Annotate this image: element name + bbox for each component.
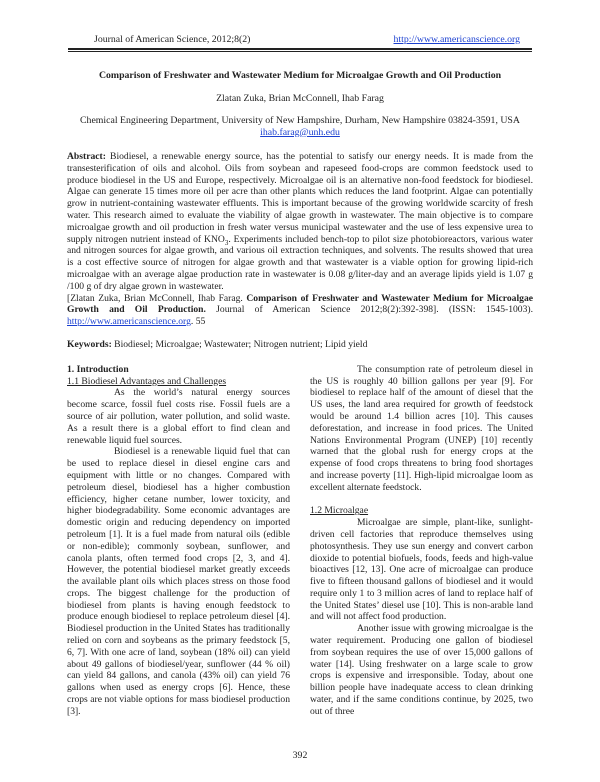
- section-heading-introduction: 1. Introduction: [67, 363, 129, 375]
- paper-title: Comparison of Freshwater and Wastewater Medium for Microalgae Growth and Oil Production: [98, 70, 502, 81]
- right-column: [310, 364, 533, 744]
- keywords: [67, 339, 533, 351]
- paragraph: Another issue with growing microalgae is the water requirement. Producing one gallon of biodiesel from soybean requires the use of over 15,000 gallons of water [14]. Using freshwater on a large scale to grow crops is expensive and irresponsible. Today, about one billion people have inadequate access to clean drinking water, and if the same conditions continue, by 2025, two out of three: [310, 623, 533, 717]
- citation-source: Journal of American Science 2012;8(2):392-398]. (ISSN: 1545-1003).: [205, 304, 533, 316]
- citation-url-link[interactable]: http://www.americanscience.org: [67, 316, 191, 328]
- email-link[interactable]: ihab.farag@unh.edu: [260, 126, 340, 138]
- keywords-text: Biodiesel; Microalgae; Wastewater; Nitrogen nutrient; Lipid yield: [111, 338, 368, 350]
- paragraph: The consumption rate of petroleum diesel in the US is roughly 40 billion gallons per year [9]. For biodiesel to replace half of the amount of diesel that the US uses, the land area required for growth of feedstock would be around 1.4 billion acres [10]. This causes deforestation, and increase in food prices. The United Nations Environmental Program (UNEP) [10] recently warned that the global rush for energy crops at the expense of food crops threatens to bring food shortages and increase poverty [11]. High-lipid microalgae loom as excellent alternate feedstock.: [310, 363, 533, 493]
- body-flow: [67, 0, 533, 782]
- abstract-text-a: Biodiesel, a renewable energy source, has the potential to satisfy our energy needs. It is made from the transesterification of oils and alcohol. Oils from soybean and rapeseed food-crops are common feedstock used to produce biodiesel in the US and Europe, respectively. Microalgae oil is an alternative non-food feedstock for biodiesel. Algae can generate 15 times more oil per acre than other plants which reduces the land footprint. Algae can potentially grow in nutrient-containing wastewater effluents. This is important because of the growing worldwide scarcity of fresh water. This research aimed to evaluate the viability of algae growth in wastewater. The main objective is to compare microalgae growth and oil production in fresh water versus municipal wastewater and the use of less expensive urea to supply nitrogen nutrient instead of KNO: [67, 151, 533, 245]
- abstract: [67, 151, 533, 328]
- two-column-body: [67, 364, 533, 744]
- journal-name: Journal of American Science, 2012;8(2): [94, 34, 251, 45]
- paragraph: Microalgae are simple, plant-like, sunlight-driven cell factories that reproduce themselves using photosynthesis. They use sun energy and convert carbon dioxide to potential biofuels, foods, feeds and high-value bioactives [12, 13]. One acre of microalgae can produce five to fifteen thousand gallons of biodiesel and it would require only 1 to 3 million acres of land to replace half of the United States’ diesel use [10]. This is non-arable land and will not affect food production.: [310, 517, 533, 623]
- journal-url-link[interactable]: http://www.americanscience.org: [393, 34, 520, 45]
- citation-authors: [Zlatan Zuka, Brian McConnell, Ihab Farag.: [67, 292, 247, 304]
- paragraph: Biodiesel is a renewable liquid fuel that can be used to replace diesel in diesel engine cars and equipment with little or no changes. Compared with petroleum diesel, biodiesel has a higher combustion efficiency, higher cetane number, lower toxicity, and higher biodegradability. Some economic advantages are domestic origin and reducing dependency on imported petroleum [1]. It is a fuel made from natural oils (edible or non-edible); commonly soybean, sunflower, and canola plants, often termed food crops [2, 3, and 4]. However, the potential biodiesel market greatly exceeds the available plant oils which places stress on those food crops. The biggest challenge for the production of biodiesel from plants is having enough feedstock to produce enough biodiesel to replace petroleum diesel [4]. Biodiesel production in the United States has traditionally relied on corn and soybeans as the primary feedstock [5, 6, 7]. With one acre of land, soybean (18% oil) can yield about 49 gallons of biodiesel/year, sunflower (44 % oil) can yield 84 gallons, and canola (43% oil) can yield 76 gallons when used as energy crops [6]. Hence, these crops are not viable options for mass biodiesel production [3].: [67, 446, 290, 717]
- abstract-label: Abstract:: [67, 151, 106, 162]
- page-number: 392: [292, 749, 308, 761]
- left-column: [67, 364, 290, 744]
- affiliation: Chemical Engineering Department, University of New Hampshire, Durham, New Hampshire 03824-3591, USA: [80, 115, 520, 126]
- paragraph: As the world’s natural energy sources become scarce, fossil fuel costs rise. Fossil fuels are a source of air pollution, water pollution, and solid waste. As a result there is a global effort to find clean and renewable liquid fuel sources.: [67, 387, 290, 446]
- citation-title: Comparison of Freshwater and Wastewater Medium for Microalgae Growth and Oil Production.: [67, 292, 533, 316]
- abstract-text-b: . Experiments included bench-top to pilot size photobioreactors, various water and nitrogen sources for algae growth, and various oil extraction techniques, and solvents. The results showed that urea is a cost effective source of nitrogen for algae growth and that wastewater is a viable option for growing lipid-rich microalgae with an average algae production rate in wastewater is 0.08 g/liter-day and an average lipids yield is 1.07 g /100 g of dry algae grown in wastewater.: [67, 233, 533, 292]
- abstract-subscript: 3: [224, 238, 229, 247]
- citation-suffix: . 55: [190, 316, 206, 328]
- subsection-heading-1-2: 1.2 Microalgae: [310, 505, 369, 517]
- authors: Zlatan Zuka, Brian McConnell, Ihab Farag: [216, 93, 384, 104]
- keywords-label: Keywords:: [67, 338, 112, 350]
- paragraph-gap: [310, 494, 533, 506]
- citation: [67, 293, 533, 328]
- subsection-heading-1-1: 1.1 Biodiesel Advantages and Challenges: [67, 375, 227, 387]
